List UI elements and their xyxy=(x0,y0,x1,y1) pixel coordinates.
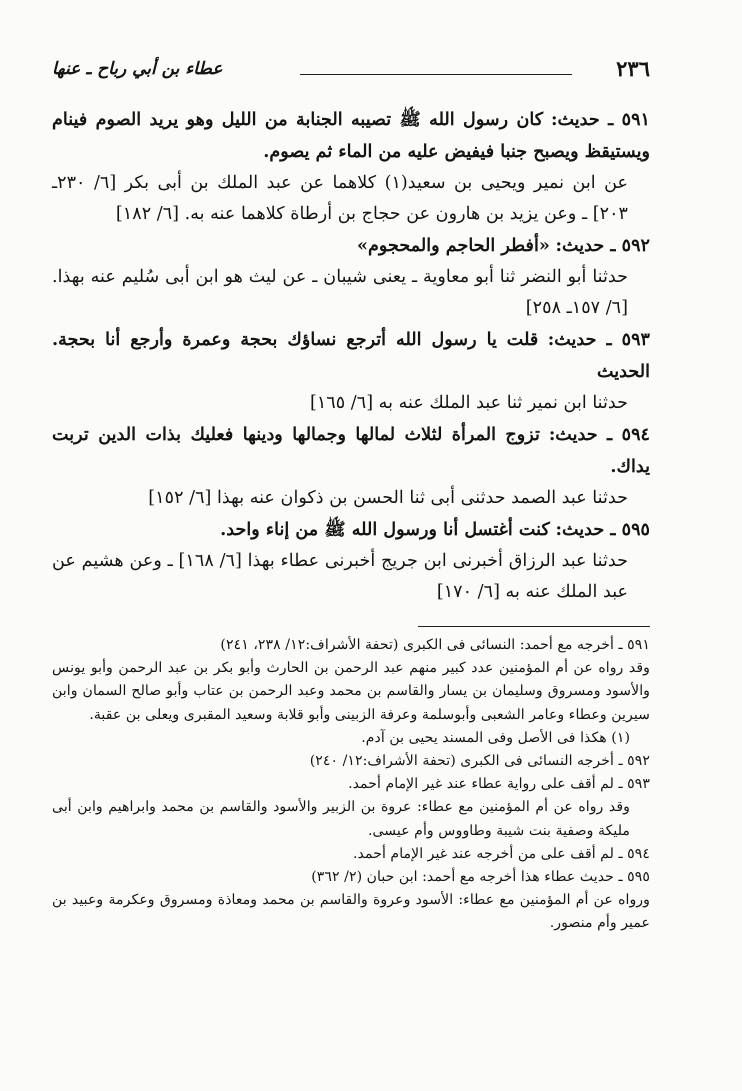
hadith-line xyxy=(52,230,650,262)
hadith-entry xyxy=(52,419,650,514)
footnote: وقد رواه عن أم المؤمنين مع عطاء: عروة بن الزبير والأسود والقاسم بن محمد وابراهيم وابن أبى مليكة وصفية بنت شيبة وطاووس وأم عيسى. xyxy=(52,799,630,839)
isnad-text: حدثنا عبد الصمد حدثنى أبى ثنا الحسن بن ذكوان عنه بهذا [٦/ ١٥٢] xyxy=(148,488,628,508)
hadith-entry xyxy=(52,104,650,230)
footnote: ٥٩٣ ـ لم أقف على رواية عطاء عند غير الإمام أحمد. xyxy=(348,776,650,793)
footnote: ٥٩٢ ـ أخرجه النسائى فى الكبرى (تحفة الأشراف:١٢/ ٢٤٠) xyxy=(309,753,650,770)
hadith-entry xyxy=(52,230,650,324)
footnotes xyxy=(52,634,650,936)
page-number: ٢٣٦ xyxy=(616,56,650,81)
isnad-text: عن ابن نمير ويحيى بن سعيد(١) كلاهما عن عبد الملك بن أبى بكر [٦/ ٢٣٠ـ ٢٠٣] ـ وعن يزيد بن هارون عن حجاج بن أرطاة كلاهما عنه به. [٦/ ١٨٢] xyxy=(52,173,628,224)
hadith-entry xyxy=(52,324,650,419)
footnote-rule xyxy=(418,626,650,627)
page-header xyxy=(52,54,650,86)
hadith-heading: ٥٩٤ ـ حديث: xyxy=(548,424,650,445)
hadith-list xyxy=(52,104,650,608)
isnad-text: حدثنا عبد الرزاق أخبرنى ابن جريج أخبرنى عطاء بهذا [٦/ ١٦٨] ـ وعن هشيم عن عبد الملك عنه به [٦/ ١٧٠] xyxy=(52,551,628,602)
running-title: عطاء بن أبي رباح ـ عنها xyxy=(52,59,223,79)
hadith-entry xyxy=(52,514,650,608)
hadith-heading: ٥٩٢ ـ حديث: xyxy=(555,235,650,256)
hadith-line xyxy=(52,419,650,483)
hadith-text: كنت أغتسل أنا ورسول الله ﷺ من إناء واحد. xyxy=(220,519,550,540)
hadith-text: «أفطر الحاجم والمحجوم» xyxy=(357,235,550,256)
hadith-heading: ٥٩٣ ـ حديث: xyxy=(547,329,650,350)
footnote: وقد رواه عن أم المؤمنين عدد كبير منهم عبد الرحمن بن الحارث وأبو بكر بن عبد الرحمن وأبو يونس والأسود ومسروق وسليمان بن يسار والقاسم بن محمد وعبد الرحمن بن عتاب وأبو صالح السمان وابن سيرين وعطاء وعامر الشعبى وأبوسلمة وعرفة الزبينى وأبو قلابة وسعيد المقبرى ويعلى بن عقبة. xyxy=(52,660,650,723)
isnad-text: حدثنا أبو النضر ثنا أبو معاوية ـ يعنى شيبان ـ عن ليث هو ابن أبى سُليم عنه بهذا. [٦/ ١٥٧ـ ٢٥٨] xyxy=(52,267,628,318)
book-page xyxy=(52,54,650,1074)
hadith-line xyxy=(52,104,650,168)
hadith-line xyxy=(52,514,650,546)
footnote: ٥٩٤ ـ لم أقف على من أخرجه عند غير الإمام أحمد. xyxy=(353,845,650,862)
footnote: ٥٩٥ ـ حديث عطاء هذا أخرجه مع أحمد: ابن حبان (٢/ ٣٦٢) xyxy=(311,869,650,886)
footnote: ورواه عن أم المؤمنين مع عطاء: الأسود وعروة والقاسم بن محمد ومعاذة ومسروق وعكرمة وعبيد بن عمير وأم منصور. xyxy=(52,892,650,932)
hadith-text: كان رسول الله ﷺ تصيبه الجنابة من الليل وهو يريد الصوم فينام ويستيقظ ويصبح جنبا فيفيض عليه من الماء ثم يصوم. xyxy=(52,109,650,162)
footnote: (١) هكذا فى الأصل وفى المسند يحيى بن آدم. xyxy=(361,729,630,746)
header-rule xyxy=(300,74,572,75)
hadith-line xyxy=(52,324,650,388)
hadith-heading: ٥٩١ ـ حديث: xyxy=(551,109,651,130)
footnote: ٥٩١ ـ أخرجه مع أحمد: النسائى فى الكبرى (تحفة الأشراف:١٢/ ٢٣٨، ٢٤١) xyxy=(220,637,650,653)
isnad-text: حدثنا ابن نمير ثنا عبد الملك عنه به [٦/ ١٦٥] xyxy=(309,393,628,413)
hadith-text: قلت يا رسول الله أترجع نساؤك بحجة وعمرة وأرجع أنا بحجة. الحديث xyxy=(52,329,650,382)
hadith-text: تزوج المرأة لثلاث لمالها وجمالها ودينها فعليك بذات الدين تربت يداك. xyxy=(52,424,650,477)
hadith-heading: ٥٩٥ ـ حديث: xyxy=(555,519,650,540)
